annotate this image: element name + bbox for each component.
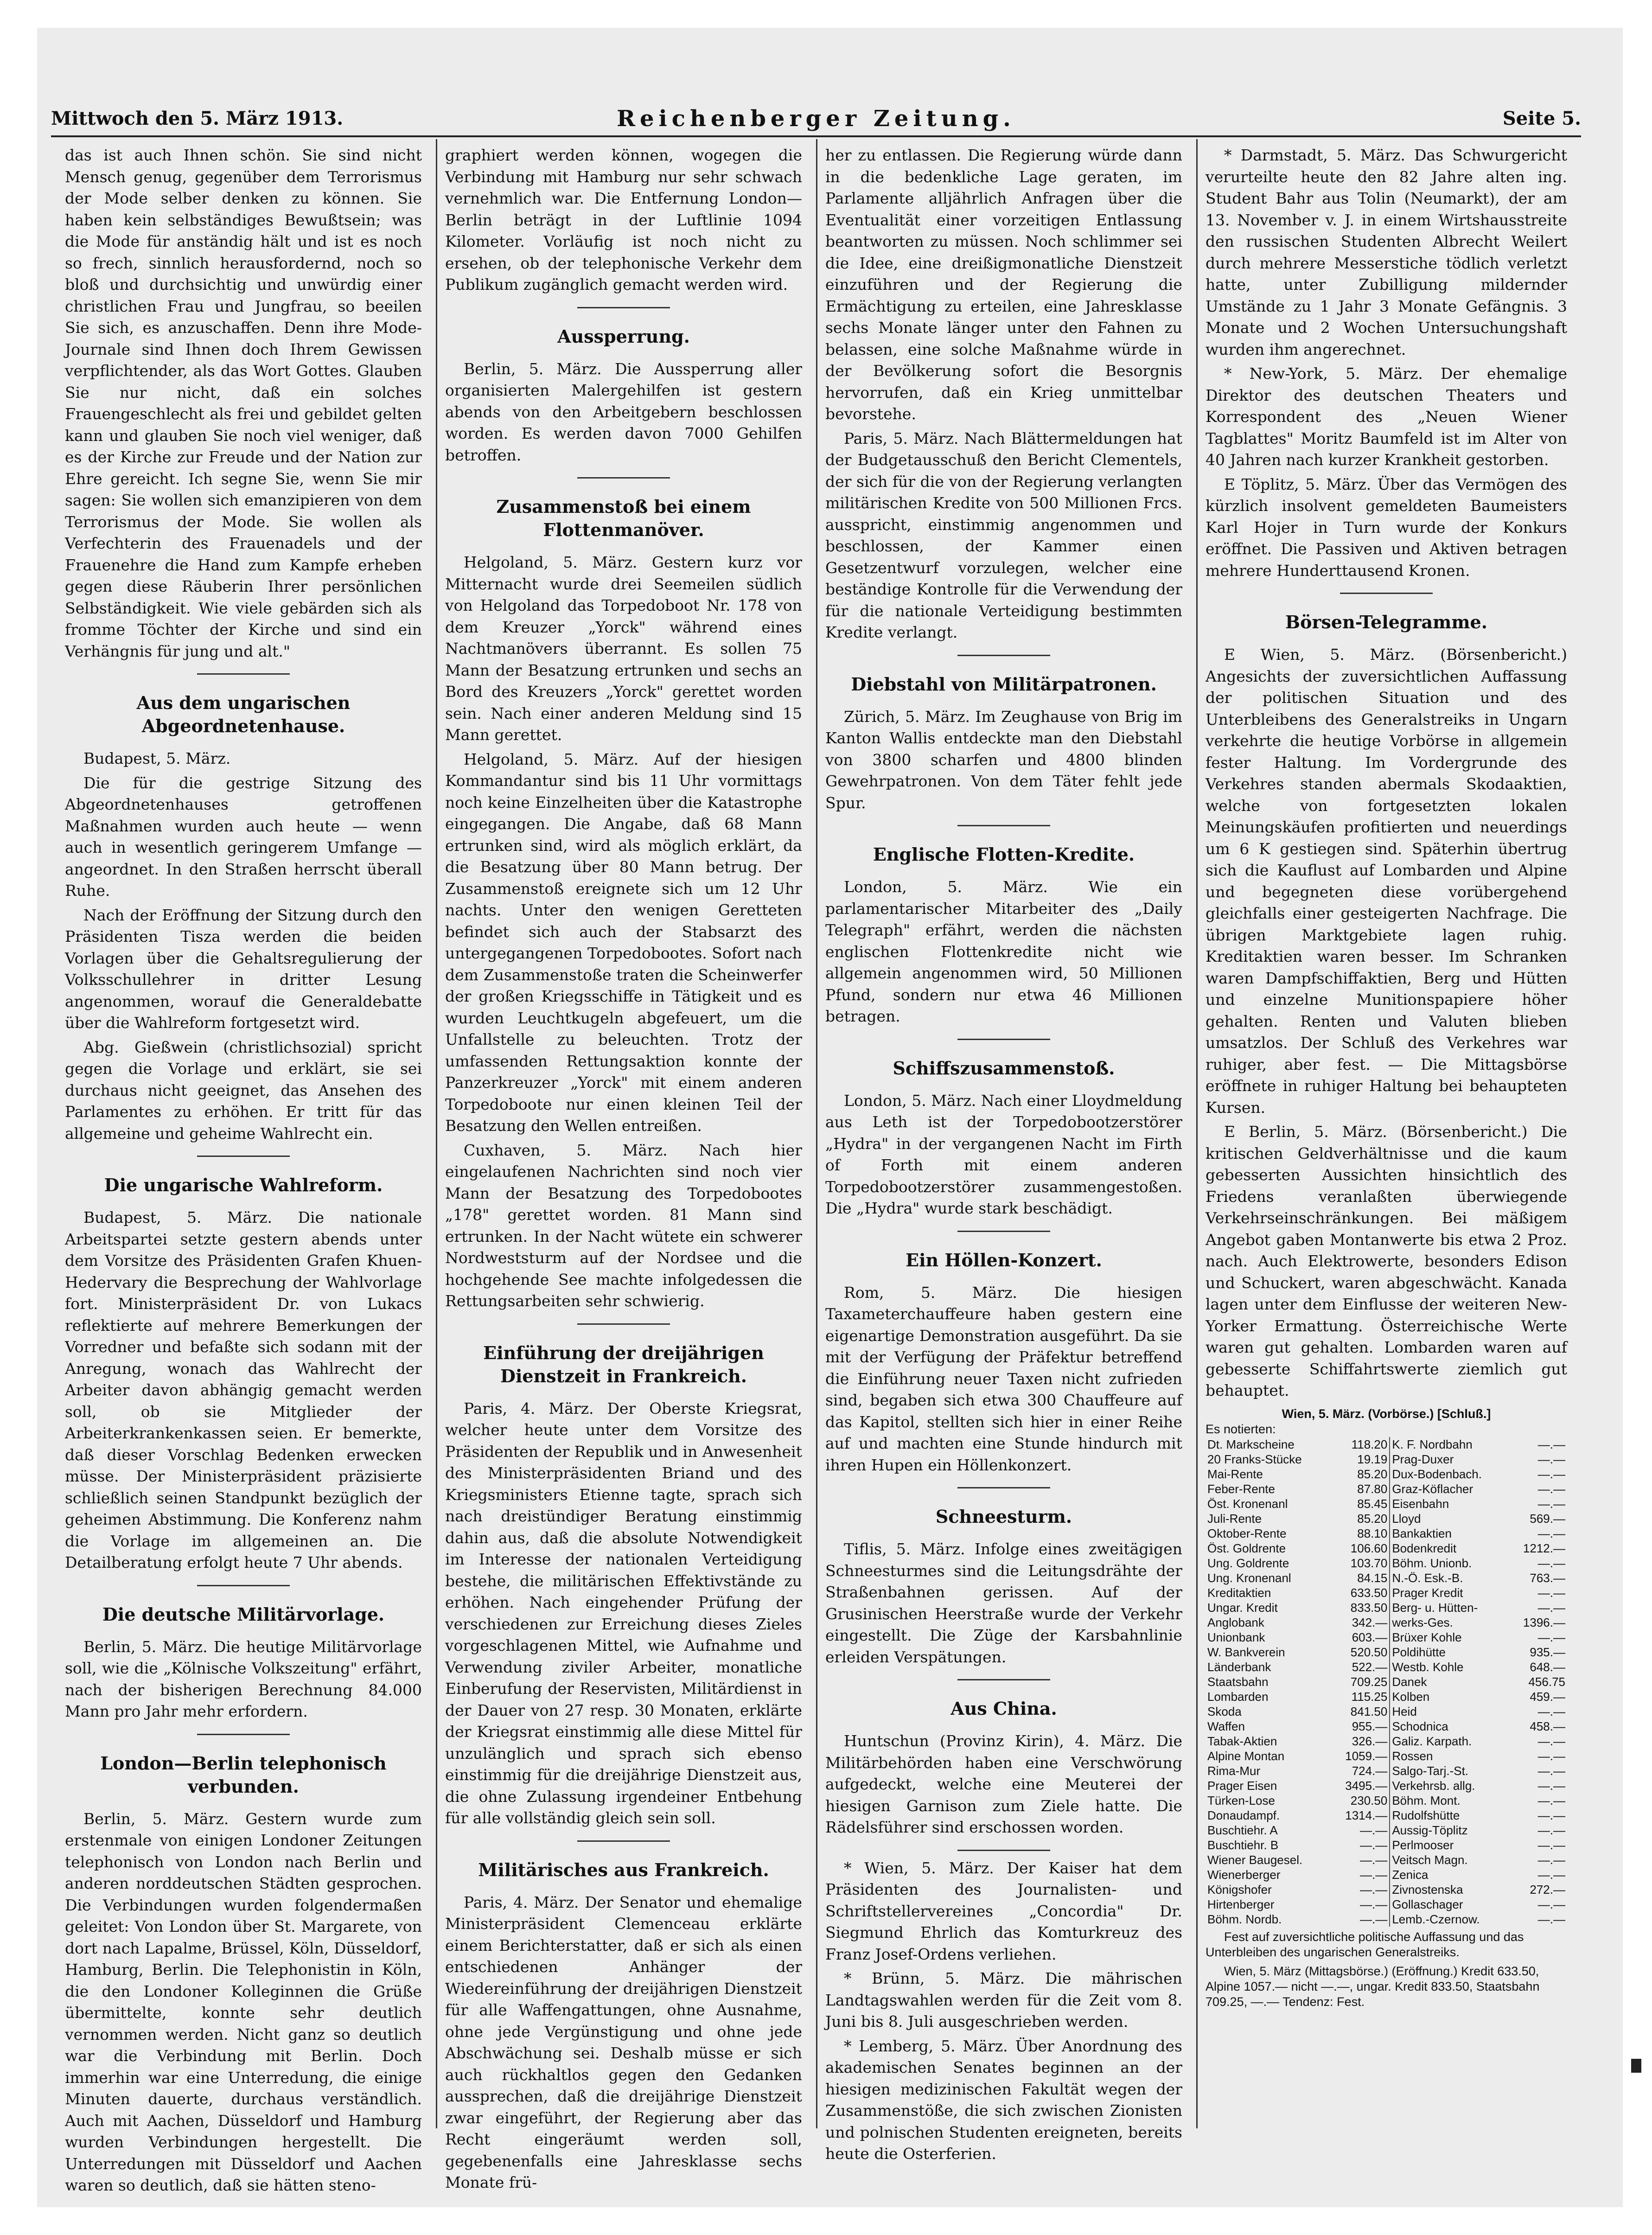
security-name: Juli-Rente: [1207, 1511, 1262, 1526]
security-name: Dux-Bodenbach.: [1390, 1467, 1509, 1481]
security-name: Poldihütte: [1390, 1645, 1509, 1660]
quote-row: [1206, 1763, 1567, 1778]
article-paragraph: Paris, 4. März. Der Senator und ehemalige Ministerpräsident Clemenceau erklärte einem Berichterstatter, daß er sich als einen entschiedenen Anhänger der Wiedereinführung der dreijährigen Dienstzeit für alle Waffengattungen, ohne Ausnahme, ohne jede Vergünstigung und ohne jede Abschwächung sei. Deshalb müsse er sich auch rückhaltlos gegen den Gedanken aussprechen, daß die dreijährige Dienstzeit zwar eingeführt, der Regierung aber das Recht eingeräumt werden soll, gegebenenfalls eine Jahresklasse sechs Monate frü-: [445, 1893, 802, 2191]
quote-row: [1206, 1823, 1567, 1838]
article-paragraph: Rom, 5. März. Die hiesigen Taxameterchauffeure haben gestern eine eigenartige Demonstration ausgeführt. Da sie mit der Verfügung der Präfektur betreffend die Einführung neuer Taxen nicht zufrieden sind, begaben sich etwa 300 Chauffeure auf das Kapitol, stellten sich hier in einer Reihe auf und machten eine Stunde hindurch mit ihren Hupen ein Höllenkonzert.: [825, 1283, 1182, 1474]
column-divider: [816, 139, 817, 2128]
section-separator: [577, 307, 670, 308]
quote-row: [1206, 1719, 1567, 1734]
section-separator: [957, 1487, 1050, 1488]
article-paragraph: Nach der Eröffnung der Sitzung durch den Präsidenten Tisza werden die beiden Vorlagen über die Gehaltsregulierung der Volksschullehrer in dritter Lesung angenommen, worauf die Generaldebatte über die Wahlreform fortgesetzt wird.: [65, 906, 422, 1032]
section-separator: [957, 1850, 1050, 1851]
security-price: 1212.—: [1523, 1541, 1565, 1555]
quote-row: [1206, 1882, 1567, 1897]
security-name: Danek: [1390, 1674, 1509, 1689]
security-name: Verkehrsb. allg.: [1390, 1778, 1509, 1793]
article-headline: Englische Flotten-Kredite.: [873, 844, 1135, 865]
security-name: werks-Ges.: [1390, 1615, 1509, 1630]
security-price: 115.25: [1351, 1689, 1388, 1704]
quote-row: [1206, 1467, 1567, 1481]
stock-quotes-table: [1206, 1437, 1567, 1927]
security-price: 520.50: [1350, 1645, 1388, 1659]
security-price: 522.—: [1352, 1660, 1388, 1674]
article-paragraph: das ist auch Ihnen schön. Sie sind nicht Mensch genug, gegenüber dem Terrorismus der Mode selber denken zu können. Sie haben kein selbständiges Bewußtsein; was die Mode für anständig hält und ist es noch so frech, sinnlich herausfordernd, noch so bloß und durchsichtig und unwürdig einer christlichen Frau und Jungfrau, so beeilen Sie sich, es anzuschaffen. Denn ihre Mode-Journale sind Ihnen doch Ihrem Gewissen verpflichtender, als das Wort Gottes. Glauben Sie nur nicht, daß ein solches Frauengeschlecht als frei und gebildet gelten kann und glauben Sie noch viel weniger, daß es der Kirche zur Freude und der Nation zur Ehre gereicht. Ich segne Sie, wenn Sie mir sagen: Sie wollen sich emanzipieren von dem Terrorismus der Mode. Sie wollen als Verfechterin des Frauenadels und der Frauenehre die Hand zum Kampfe erheben gegen diese Räuberin Ihrer persönlichen Selbständigkeit. Wie viele gebärden sich als fromme Töchter der Kirche und sind ein Verhängnis für jung und alt.": [65, 146, 422, 660]
section-separator: [957, 1231, 1050, 1232]
security-name: Heid: [1390, 1704, 1509, 1719]
security-name: Ung. Goldrente: [1207, 1556, 1289, 1570]
article-paragraph: * Lemberg, 5. März. Über Anordnung des akademischen Senates beginnen an der hiesigen medizinischen Fakultät wegen der Zusammenstöße, die sich zwischen Zionisten und polnischen Studenten ereigneten, bereits heute die Osterferien.: [825, 2037, 1182, 2163]
security-name: Dt. Markscheine: [1207, 1437, 1295, 1451]
column-2: [445, 145, 803, 2191]
security-price: 633.50: [1350, 1585, 1388, 1600]
section-separator: [197, 1734, 290, 1735]
quote-row: [1206, 1808, 1567, 1823]
article-paragraph: Abg. Gießwein (christlichsozial) spricht gegen die Vorlage und erklärt, sie sei durchaus nicht geeignet, das Ansehen des Parlamentes zu erhöhen. Er tritt für das allgemeine und geheime Wahlrecht ein.: [65, 1038, 422, 1143]
article-paragraph: Helgoland, 5. März. Gestern kurz vor Mitternacht wurde drei Seemeilen südlich von Helgoland das Torpedoboot Nr. 178 von dem Kreuzer „Yorck" während eines Nachtmanövers überrannt. Es sollen 75 Mann der Besatzung ertrunken und sechs an Bord des Kreuzers „Yorck" gerettet worden sein. Nach einer anderen Meldung sind 15 Mann gerettet.: [445, 553, 802, 744]
security-name: Perlmooser: [1390, 1838, 1509, 1852]
security-name: Mai-Rente: [1207, 1467, 1263, 1481]
security-price: 3495.—: [1345, 1778, 1388, 1793]
article-headline: Aussperrung.: [557, 326, 690, 347]
quote-row: [1206, 1600, 1567, 1615]
quote-row: [1206, 1541, 1567, 1556]
article-headline: Militärisches aus Frankreich.: [478, 1859, 769, 1880]
security-price: —.—: [1537, 1452, 1565, 1466]
article-paragraph: Berlin, 5. März. Gestern wurde zum erstenmale von einigen Londoner Zeitungen telephonisch von London nach Berlin und anderen norddeutschen Städten gesprochen. Die Verbindungen wurden folgendermaßen geleitet: Von London über St. Margarete, von dort nach Lapalme, Brüssel, Köln, Düsseldorf, Hamburg, Berlin. Die Telephonistin in Köln, die den Londoner Kolleginnen die Grüße übermittelte, konnte sehr deutlich vernommen werden. Nicht ganz so deutlich war die Verbindung mit Berlin. Doch immerhin war eine Unterredung, die einige Minuten dauerte, durchaus verständlich. Auch mit Aachen, Düsseldorf und Hamburg wurden Verbindungen hergestellt. Die Unterredungen mit Düsseldorf und Aachen waren so deutlich, daß sie hätten steno-: [65, 1809, 422, 2194]
article-paragraph: Paris, 4. März. Der Oberste Kriegsrat, welcher heute unter dem Vorsitze des Präsidenten der Republik und in Anwesenheit des Ministerpräsidenten Briand und des Kriegsministers Etienne tagte, sprach sich nach dreistündiger Beratung einstimmig dahin aus, daß die absolute Notwendigkeit im Interesse der nationalen Verteidigung bestehe, die militärischen Effektivstände zu erhöhen. Nach eingehender Prüfung der verschiedenen zur Erreichung dieses Zieles vorgeschlagenen Mittel, wie Aufnahme und Verwendung ziviler Arbeiter, monatliche Einberufung der Reservisten, Militärdienst in der Dauer von 27 resp. 30 Monaten, erklärte der Kriegsrat einstimmig alle diese Mittel für unzulänglich und sprach sich ebenso einstimmig für die dreijährige Dienstzeit aus, die ohne Zulassung irgendeiner Entbehung für alle vollständig gleich sein soll.: [445, 1399, 802, 1827]
market-note: Fest auf zuversichtliche politische Auffassung und das Unterbleiben des ungarischen Generalstreiks.: [1206, 1929, 1524, 1959]
security-name: Waffen: [1207, 1719, 1245, 1733]
article-paragraph: London, 5. März. Nach einer Lloydmeldung aus Leth ist der Torpedobootzerstörer „Hydra" in der vergangenen Nacht im Firth of Forth mit einem anderen Torpedobootzerstörer zusammengestoßen. Die „Hydra" wurde stark beschädigt.: [825, 1091, 1182, 1217]
article-headline: Börsen-Telegramme.: [1285, 612, 1487, 632]
security-name: Kreditaktien: [1207, 1585, 1271, 1600]
security-price: —.—: [1537, 1793, 1565, 1807]
security-price: —.—: [1537, 1526, 1565, 1540]
security-price: 763.—: [1530, 1571, 1565, 1585]
security-price: 955.—: [1352, 1719, 1388, 1733]
security-name: Staatsbahn: [1207, 1674, 1269, 1689]
security-name: Bankaktien: [1390, 1526, 1509, 1541]
quote-row: [1206, 1481, 1567, 1496]
security-price: —.—: [1537, 1838, 1565, 1852]
security-name: Oktober-Rente: [1207, 1526, 1287, 1540]
page-number: Seite 5.: [1502, 108, 1581, 129]
security-price: —.—: [1537, 1481, 1565, 1496]
quote-row: [1206, 1912, 1567, 1927]
security-name: Veitsch Magn.: [1390, 1852, 1509, 1867]
security-price: —.—: [1537, 1852, 1565, 1867]
security-name: W. Bankverein: [1207, 1645, 1285, 1659]
section-separator: [577, 477, 670, 479]
article-paragraph: Zürich, 5. März. Im Zeughause von Brig im Kanton Wallis entdeckte man den Diebstahl von 3800 scharfen und 4800 blinden Gewehrpatronen. Von dem Täter fehlt jede Spur.: [825, 707, 1182, 812]
security-name: 20 Franks-Stücke: [1207, 1452, 1302, 1466]
article-paragraph: Cuxhaven, 5. März. Nach hier eingelaufenen Nachrichten sind noch vier Mann der Besatzung des Torpedobootes „178" gerettet worden. 81 Mann sind ertrunken. In der Nacht wütete ein schwerer Nordweststurm auf der Nordsee und die hochgehende See machte infolgedessen die Rettungsarbeiten sehr schwierig.: [445, 1141, 802, 1310]
security-name: Unionbank: [1207, 1630, 1265, 1644]
security-price: 87.80: [1357, 1481, 1388, 1496]
article-headline: Die deutsche Militärvorlage.: [102, 1603, 385, 1625]
section-separator: [957, 655, 1050, 656]
quote-row: [1206, 1838, 1567, 1852]
quote-row: [1206, 1660, 1567, 1674]
security-price: 19.19: [1357, 1452, 1388, 1466]
security-price: —.—: [1537, 1897, 1565, 1911]
article-paragraph: Die für die gestrige Sitzung des Abgeordnetenhauses getroffenen Maßnahmen wurden auch heute — wenn auch in wesentlich geringerem Umfange — angeordnet. In den Straßen herrscht überall Ruhe.: [65, 773, 422, 900]
section-separator: [957, 825, 1050, 826]
security-name: Zivnostenska: [1390, 1882, 1509, 1897]
security-name: K. F. Nordbahn: [1390, 1437, 1509, 1452]
quote-row: [1206, 1615, 1567, 1630]
article-paragraph: Huntschun (Provinz Kirin), 4. März. Die Militärbehörden haben eine Verschwörung aufgedeckt, welche eine Meuterei der hiesigen Garnison zum Ziele hatte. Die Rädelsführer sind erschossen worden.: [825, 1732, 1182, 1836]
newspaper-masthead: Reichenberger Zeitung.: [617, 106, 1015, 132]
security-name: Westb. Kohle: [1390, 1660, 1509, 1674]
header-date: Mittwoch den 5. März 1913.: [51, 108, 344, 129]
security-name: Ungar. Kredit: [1207, 1600, 1278, 1615]
security-name: Prager Kredit: [1390, 1585, 1509, 1600]
security-name: Lloyd: [1390, 1511, 1509, 1526]
security-price: 459.—: [1530, 1689, 1565, 1704]
section-separator: [957, 1679, 1050, 1680]
security-price: 326.—: [1352, 1734, 1388, 1748]
security-name: Tabak-Aktien: [1207, 1734, 1277, 1748]
quote-row: [1206, 1452, 1567, 1467]
security-name: Öst. Goldrente: [1207, 1541, 1286, 1555]
quote-row: [1206, 1778, 1567, 1793]
security-price: 1059.—: [1345, 1749, 1388, 1763]
article-paragraph: E Töplitz, 5. März. Über das Vermögen des kürzlich insolvent gemeldeten Baumeisters Karl Hojer in Turn wurde der Konkurs eröffnet. Die Passiven und Aktiven betragen mehrere Hunderttausend Kronen.: [1206, 475, 1567, 580]
security-name: Galiz. Karpath.: [1390, 1734, 1509, 1749]
security-price: 1314.—: [1345, 1808, 1388, 1822]
quote-row: [1206, 1496, 1567, 1511]
article-paragraph: Berlin, 5. März. Die Aussperrung aller organisierten Malergehilfen ist gestern abends von den Arbeitgebern beschlossen worden. Es werden davon 7000 Gehilfen betroffen.: [445, 359, 802, 464]
security-name: Königshofer: [1207, 1882, 1272, 1897]
article-paragraph: Budapest, 5. März. Die nationale Arbeitspartei setzte gestern abends unter dem Vorsitze des Präsidenten Grafen Khuen-Hedervary die Besprechung der Wahlvorlage fort. Ministerpräsident Dr. von Lukacs reflektierte auf mehrere Bemerkungen der Vorredner und befaßte sich sodann mit der Anregung, wonach das Wahlrecht der Arbeiter davon abhängig gemacht werden soll, ob sie Mitglieder der Arbeiterkrankenkassen seien. Er bemerkte, daß dieser Vorschlag Bedenken erwecken müsse. Der Ministerpräsident präzisierte schließlich seinen Standpunkt bezüglich der geheimen Abstimmung. Die Konferenz nahm die Vorlage im allgemeinen an. Die Detailberatung erfolgt heute 7 Uhr abends.: [65, 1208, 422, 1571]
security-price: —.—: [1360, 1912, 1388, 1926]
quote-row: [1206, 1689, 1567, 1704]
security-price: —.—: [1537, 1585, 1565, 1600]
security-price: 272.—: [1530, 1882, 1565, 1897]
article-headline: Schiffszusammenstoß.: [893, 1057, 1115, 1079]
section-separator: [1340, 593, 1433, 594]
security-price: 118.20: [1351, 1437, 1388, 1451]
article-paragraph: Paris, 5. März. Nach Blättermeldungen hat der Budgetausschuß den Bericht Clementels, der sich für die von der Regierung verlangten militärischen Kredite von 500 Millionen Frcs. ausspricht, einstimmig angenommen und beschlossen, der Kammer einen Gesetzentwurf vorzulegen, welcher eine beständige Kontrolle für die Verwendung der für die nationale Verteidigung bestimmten Kredite verlangt.: [825, 429, 1182, 641]
security-price: —.—: [1360, 1867, 1388, 1882]
security-name: Prager Eisen: [1207, 1778, 1277, 1793]
section-separator: [957, 1039, 1050, 1040]
column-divider: [436, 139, 437, 2128]
quote-row: [1206, 1674, 1567, 1689]
security-name: Graz-Köflacher: [1390, 1481, 1509, 1496]
security-name: Prag-Duxer: [1390, 1452, 1509, 1467]
security-name: Buschtiehr. A: [1207, 1823, 1278, 1837]
security-price: 456.75: [1528, 1674, 1565, 1689]
security-name: Donaudampf.: [1207, 1808, 1280, 1822]
security-name: Eisenbahn: [1390, 1496, 1509, 1511]
security-price: 84.15: [1357, 1571, 1388, 1585]
section-separator: [197, 1585, 290, 1586]
article-paragraph: London, 5. März. Wie ein parlamentarischer Mitarbeiter des „Daily Telegraph" erfährt, werden die nächsten englischen Flottenkredite nicht wie allgemein angenommen wird, 50 Millionen Pfund, sondern nur etwa 46 Millionen betragen.: [825, 878, 1182, 1025]
security-price: 603.—: [1352, 1630, 1388, 1644]
security-price: —.—: [1537, 1763, 1565, 1778]
security-price: —.—: [1537, 1778, 1565, 1793]
security-name: Ung. Kronenanl: [1207, 1571, 1291, 1585]
margin-mark: [1631, 2059, 1641, 2073]
article-headline: Diebstahl von Militärpatronen.: [851, 673, 1157, 695]
security-name: Böhm. Mont.: [1390, 1793, 1509, 1808]
security-name: Buschtiehr. B: [1207, 1838, 1279, 1852]
security-price: 88.10: [1357, 1526, 1388, 1540]
article-headline: Ein Höllen-Konzert.: [906, 1249, 1102, 1271]
column-1: [65, 145, 422, 2194]
security-price: 569.—: [1530, 1511, 1565, 1526]
security-name: Hirtenberger: [1207, 1897, 1275, 1911]
article-headline: Aus dem ungarischen Abgeordnetenhause.: [136, 692, 351, 736]
security-name: Zenica: [1390, 1867, 1509, 1882]
security-price: 709.25: [1350, 1674, 1388, 1689]
security-price: —.—: [1360, 1838, 1388, 1852]
column-3: [825, 145, 1182, 2163]
security-name: Aussig-Töplitz: [1390, 1823, 1509, 1838]
quote-row: [1206, 1645, 1567, 1660]
security-name: Schodnica: [1390, 1719, 1509, 1734]
security-price: —.—: [1537, 1437, 1565, 1451]
security-price: —.—: [1537, 1600, 1565, 1615]
quote-row: [1206, 1704, 1567, 1719]
quote-row: [1206, 1556, 1567, 1571]
header-rule: [51, 135, 1581, 137]
section-separator: [197, 673, 290, 675]
security-price: —.—: [1537, 1630, 1565, 1644]
article-paragraph: Berlin, 5. März. Die heutige Militärvorlage soll, wie die „Kölnische Volkszeitung" erfährt, nach der bisherigen Berechnung 84.000 Mann pro Jahr mehr erfordern.: [65, 1637, 422, 1720]
article-paragraph: * Brünn, 5. März. Die mährischen Landtagswahlen werden für die Zeit vom 8. Juni bis 8. Juli ausgeschrieben werden.: [825, 1969, 1182, 2031]
security-price: 648.—: [1530, 1660, 1565, 1674]
article-paragraph: Helgoland, 5. März. Auf der hiesigen Kommandantur sind bis 11 Uhr vormittags noch keine Einzelheiten über die Katastrophe eingegangen. Die Angabe, daß 68 Mann ertrunken sind, wird als möglich erklärt, da die Besatzung über 80 Mann betrug. Der Zusammenstoß ereignete sich um 12 Uhr nachts. Unter den wenigen Geretteten befindet sich auch der Stabsarzt des untergegangenen Torpedobootes. Sofort nach dem Zusammenstoße traten die Scheinwerfer der großen Kriegsschiffe in Tätigkeit und es wurden Leuchtkugeln abgefeuert, um die Unfallstelle zu beleuchten. Trotz der umfassenden Rettungsaktion konnte der Panzerkreuzer „Yorck" mit einem anderen Torpedoboote nur einen kleinen Teil der Besatzung den Wellen entreißen.: [445, 750, 803, 1135]
security-price: 85.20: [1357, 1511, 1388, 1526]
quote-row: [1206, 1793, 1567, 1808]
quote-row: [1206, 1571, 1567, 1585]
security-price: 841.50: [1350, 1704, 1388, 1718]
section-separator: [197, 1156, 290, 1157]
article-headline: Einführung der dreijährigen Dienstzeit in Frankreich.: [483, 1342, 764, 1386]
column-4-text: [1206, 145, 1567, 1402]
article-headline: Die ungarische Wahlreform.: [104, 1175, 383, 1195]
quote-row: [1206, 1867, 1567, 1882]
security-price: —.—: [1537, 1704, 1565, 1718]
security-price: —.—: [1360, 1897, 1388, 1911]
security-price: —.—: [1360, 1882, 1388, 1897]
security-name: Lombarden: [1207, 1689, 1269, 1704]
market-subtitle: Es notierten:: [1206, 1422, 1276, 1436]
column-divider: [1196, 139, 1198, 2128]
article-paragraph: Tiflis, 5. März. Infolge eines zweitägigen Schneesturmes sind die Leitungsdrähte der Straßenbahnen gerissen. Auf der Grusinischen Heerstraße wurde der Verkehr eingestellt. Die Züge der Karsbahnlinie erleiden Verspätungen.: [825, 1540, 1182, 1666]
quote-row: [1206, 1852, 1567, 1867]
security-name: Brüxer Kohle: [1390, 1630, 1509, 1645]
security-price: —.—: [1537, 1749, 1565, 1763]
security-name: Wienerberger: [1207, 1867, 1281, 1882]
article-headline: London—Berlin telephonisch verbunden.: [100, 1752, 387, 1797]
article-paragraph: * New-York, 5. März. Der ehemalige Direktor des deutschen Theaters und Korrespondent des „Neuen Wiener Tagblattes" Moritz Baumfeld ist im Alter von 40 Jahren nach kurzer Krankheit gestorben.: [1206, 364, 1567, 469]
security-name: Lemb.-Czernow.: [1390, 1912, 1509, 1927]
quote-row: [1206, 1630, 1567, 1645]
quote-row: [1206, 1749, 1567, 1763]
security-price: 85.45: [1357, 1496, 1388, 1511]
security-name: Länderbank: [1207, 1660, 1271, 1674]
security-price: —.—: [1537, 1734, 1565, 1748]
security-name: N.-Ö. Esk.-B.: [1390, 1571, 1509, 1585]
security-price: 935.—: [1530, 1645, 1565, 1659]
security-name: Feber-Rente: [1207, 1481, 1275, 1496]
security-name: Anglobank: [1207, 1615, 1264, 1629]
security-price: 833.50: [1350, 1600, 1388, 1615]
security-price: 103.70: [1350, 1556, 1388, 1570]
security-name: Salgo-Tarj.-St.: [1390, 1763, 1509, 1778]
security-price: 342.—: [1352, 1615, 1388, 1629]
security-price: 724.—: [1352, 1763, 1388, 1778]
quote-row: [1206, 1897, 1567, 1912]
article-headline: Schneesturm.: [935, 1506, 1072, 1527]
security-name: Skoda: [1207, 1704, 1242, 1718]
security-price: 1396.—: [1523, 1615, 1565, 1629]
article-paragraph: Budapest, 5. März.: [83, 749, 231, 767]
security-name: Rossen: [1390, 1749, 1509, 1763]
security-name: Kolben: [1390, 1689, 1509, 1704]
security-price: —.—: [1360, 1852, 1388, 1867]
security-price: 106.60: [1350, 1541, 1388, 1555]
security-name: Türken-Lose: [1207, 1793, 1275, 1807]
article-paragraph: graphiert werden können, wogegen die Verbindung mit Hamburg nur sehr schwach vernehmlich war. Die Entfernung London—Berlin beträgt in der Luftlinie 1094 Kilometer. Vorläufig ist noch nicht zu ersehen, ob der telephonische Verkehr dem Publikum zugänglich gemacht werden wird.: [445, 146, 802, 294]
section-separator: [577, 1323, 670, 1325]
security-name: Bodenkredit: [1390, 1541, 1509, 1556]
security-name: Gollaschager: [1390, 1897, 1509, 1912]
security-name: Berg- u. Hütten-: [1390, 1600, 1509, 1615]
security-price: —.—: [1537, 1556, 1565, 1570]
quote-row: [1206, 1585, 1567, 1600]
security-price: —.—: [1537, 1823, 1565, 1837]
article-paragraph: * Wien, 5. März. Der Kaiser hat dem Präsidenten des Journalisten- und Schriftstellervereines „Concordia" Dr. Siegmund Ehrlich das Komturkreuz des Franz Josef-Ordens verliehen.: [825, 1858, 1182, 1963]
market-title: Wien, 5. März. (Vorbörse.) [Schluß.]: [1282, 1406, 1491, 1421]
security-name: Öst. Kronenanl: [1207, 1496, 1288, 1511]
security-name: Böhm. Unionb.: [1390, 1556, 1509, 1571]
security-name: Alpine Montan: [1207, 1749, 1285, 1763]
security-name: Rudolfshütte: [1390, 1808, 1509, 1823]
article-paragraph: * Darmstadt, 5. März. Das Schwurgericht verurteilte heute den 82 Jahre alten ing. Student Bahr aus Tolin (Neumarkt), der am 13. November v. J. in einem Wirtshausstreite den russischen Studenten Albrecht Weilert durch mehrere Messerstiche tödlich verletzt hatte, unter Zubilligung mildernder Umstände zu 1 Jahr 3 Monate Gefängnis. 3 Monate und 2 Wochen Untersuchungshaft wurden ihm angerechnet.: [1206, 146, 1567, 358]
security-name: Böhm. Nordb.: [1207, 1912, 1282, 1926]
security-price: —.—: [1537, 1467, 1565, 1481]
article-paragraph: E Berlin, 5. März. (Börsenbericht.) Die kritischen Geldverhältnisse und die kaum gebesserten Aussichten hinsichtlich des Friedens veranlaßten überwiegende Verkehrseinschränkungen. Bei mäßigem Angebot gaben Montanwerte bis etwa 2 Proz. nach. Auch Elektrowerte, besonders Edison und Schuckert, waren abgeschwächt. Kanada lagen unter dem Einflusse der weiteren New-Yorker Ermattung. Österreichische Werte waren gut gehalten. Lombarden waren auf gebesserte Schiffahrtswerte ziemlich gut behauptet.: [1206, 1123, 1567, 1399]
quote-row: [1206, 1526, 1567, 1541]
article-headline: Zusammenstoß bei einem Flottenmanöver.: [496, 496, 751, 540]
article-paragraph: E Wien, 5. März. (Börsenbericht.) Angesichts der zuversichtlichen Auffassung der politischen Situation und des Unterbleibens des Generalstreiks in Ungarn verkehrte die heutige Vorbörse in allgemein fester Haltung. Im Vordergrunde des Verkehres standen abermals Skodaaktien, welche von fortgesetzten lokalen Meinungskäufen profitierten und neuerdings um 6 K gestiegen sind. Späterhin übertrug sich die Kauflust auf Lombarden und Alpine und begegneten diese vorübergehend gleichfalls einer gesteigerten Nachfrage. Die übrigen Marktgebiete lagen ruhig. Kreditaktien waren besser. Im Schranken waren Dampfschiffaktien, Berg und Hütten und einzelne Munitionspapiere höher gehalten. Renten und Valuten blieben umsatzlos. Der Schluß des Verkehres war ruhiger, aber fest. — Die Mittagsbörse eröffnete in ruhiger Haltung bei behaupteten Kursen.: [1206, 645, 1567, 1117]
security-name: Wiener Baugesel.: [1207, 1852, 1303, 1867]
security-name: Rima-Mur: [1207, 1763, 1261, 1778]
column-4: [1206, 145, 1567, 2129]
section-separator: [577, 1840, 670, 1842]
security-price: 458.—: [1530, 1719, 1565, 1733]
security-price: —.—: [1537, 1912, 1565, 1926]
quote-row: [1206, 1511, 1567, 1526]
security-price: 230.50: [1350, 1793, 1388, 1807]
security-price: —.—: [1360, 1823, 1388, 1837]
security-price: 85.20: [1357, 1467, 1388, 1481]
quote-row: [1206, 1437, 1567, 1452]
midday-report: Wien, 5. März (Mittagsbörse.) (Eröffnung.) Kredit 633.50, Alpine 1057.— nicht —.—, ungar. Kredit 833.50, Staatsbahn 709.25, —.— Tendenz: Fest.: [1206, 1964, 1540, 2009]
quote-row: [1206, 1734, 1567, 1749]
security-price: —.—: [1537, 1808, 1565, 1822]
security-price: —.—: [1537, 1496, 1565, 1511]
security-price: —.—: [1537, 1867, 1565, 1882]
article-headline: Aus China.: [950, 1698, 1057, 1719]
article-paragraph: her zu entlassen. Die Regierung würde dann in die bedenkliche Lage geraten, im Parlamente alljährlich Anfragen über die Eventualität einer vorzeitigen Entlassung beantworten zu müssen. Noch schlimmer sei die Idee, eine dreißigmonatliche Dienstzeit einzuführen und der Regierung die Ermächtigung zu erteilen, eine Jahresklasse sechs Monate länger unter den Fahnen zu belassen, eine solche Maßnahme würde in der Bevölkerung sofort die Besorgnis hervorrufen, daß ein Krieg unmittelbar bevorstehe.: [825, 146, 1182, 423]
